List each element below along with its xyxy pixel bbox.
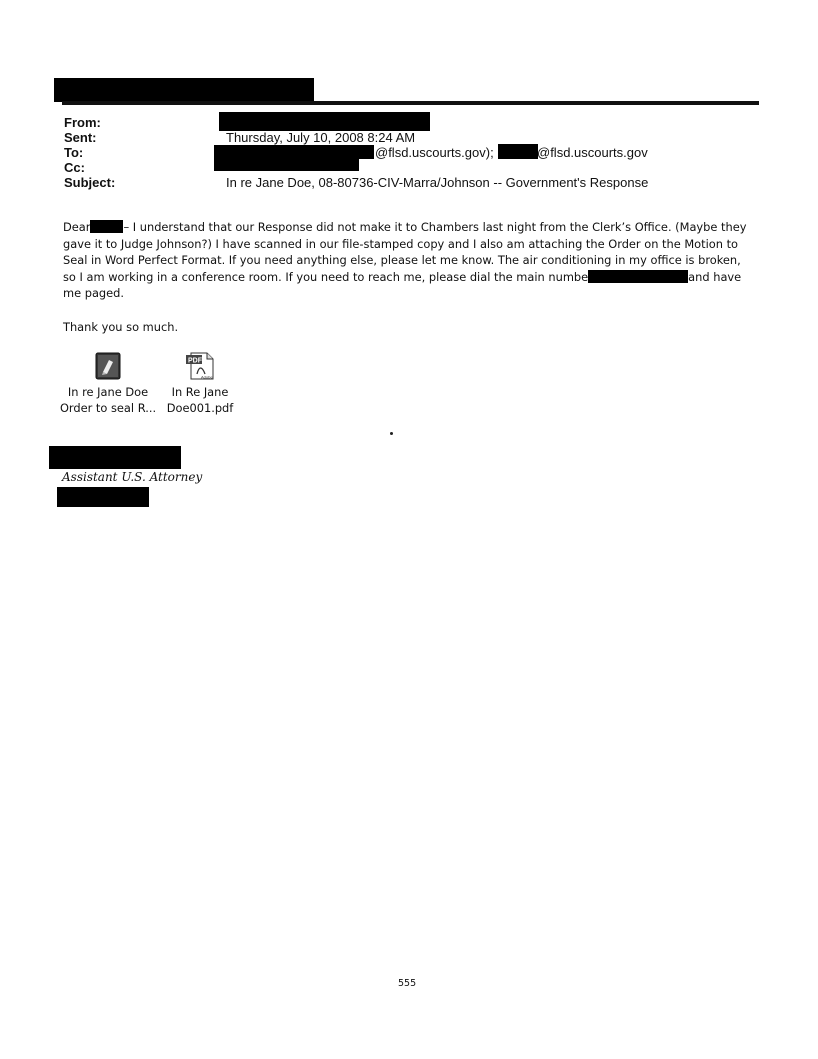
from-label: From: xyxy=(64,115,101,130)
to-label: To: xyxy=(64,145,84,160)
redacted-from-value xyxy=(219,112,430,131)
redacted-sender-name-bar xyxy=(54,78,314,102)
subject-label: Subject: xyxy=(64,175,116,190)
body-line-4 xyxy=(63,269,763,286)
header-rule xyxy=(62,101,759,105)
attachment-pdf[interactable] xyxy=(160,352,240,416)
attachment-name-line-2: Order to seal R... xyxy=(59,401,157,415)
message-body xyxy=(63,219,763,302)
cc-label: Cc: xyxy=(64,160,85,175)
body-line-4-end: and have xyxy=(688,269,742,284)
body-line-1-text: – I understand that our Response did not make it to Chambers last night from the Clerk’s Office. (Maybe they xyxy=(123,220,747,234)
signature-title: Assistant U.S. Attorney xyxy=(62,470,203,484)
page-number: 555 xyxy=(398,978,417,989)
body-line-3: Seal in Word Perfect Format. If you need anything else, please let me know. The air conditioning in my office is broken, xyxy=(63,253,741,268)
adobe-brand-text: Adobe xyxy=(201,374,213,380)
pdf-badge-text: PDF xyxy=(188,357,202,365)
pdf-doc-icon xyxy=(185,352,215,380)
greeting: Dear xyxy=(63,220,91,234)
redacted-signature-name xyxy=(49,446,181,469)
body-line-5: me paged. xyxy=(63,286,125,301)
redacted-signature-contact xyxy=(57,487,149,507)
wordperfect-doc-icon xyxy=(95,352,121,380)
redacted-phone-number xyxy=(588,270,688,283)
subject-value: In re Jane Doe, 08-80736-CIV-Marra/Johnson -- Government's Response xyxy=(226,175,649,190)
attachment-wordperfect[interactable] xyxy=(58,352,158,416)
body-line-2: gave it to Judge Johnson?) I have scanned in our file-stamped copy and I also am attaching the Order on the Motion to xyxy=(63,236,739,251)
sent-label: Sent: xyxy=(64,130,97,145)
redacted-to-recipient-2 xyxy=(498,144,538,159)
body-line-4-text: so I am working in a conference room. If you need to reach me, please dial the main numbe xyxy=(63,269,589,284)
stray-mark xyxy=(390,432,393,435)
redacted-cc-value xyxy=(214,159,359,171)
to-value-domain-1: @flsd.uscourts.gov); xyxy=(375,145,494,160)
to-value-domain-2: @flsd.uscourts.gov xyxy=(537,145,648,160)
attachment-name-line-1: In re Jane Doe xyxy=(67,385,149,399)
attachment-name-line-2: Doe001.pdf xyxy=(166,401,234,415)
sent-value: Thursday, July 10, 2008 8:24 AM xyxy=(226,130,416,145)
body-line-1 xyxy=(63,219,763,236)
closing-thanks: Thank you so much. xyxy=(63,320,179,334)
redacted-recipient-name xyxy=(90,220,123,233)
attachment-name-line-1: In Re Jane xyxy=(171,385,229,399)
redacted-to-recipient-1 xyxy=(214,145,374,159)
